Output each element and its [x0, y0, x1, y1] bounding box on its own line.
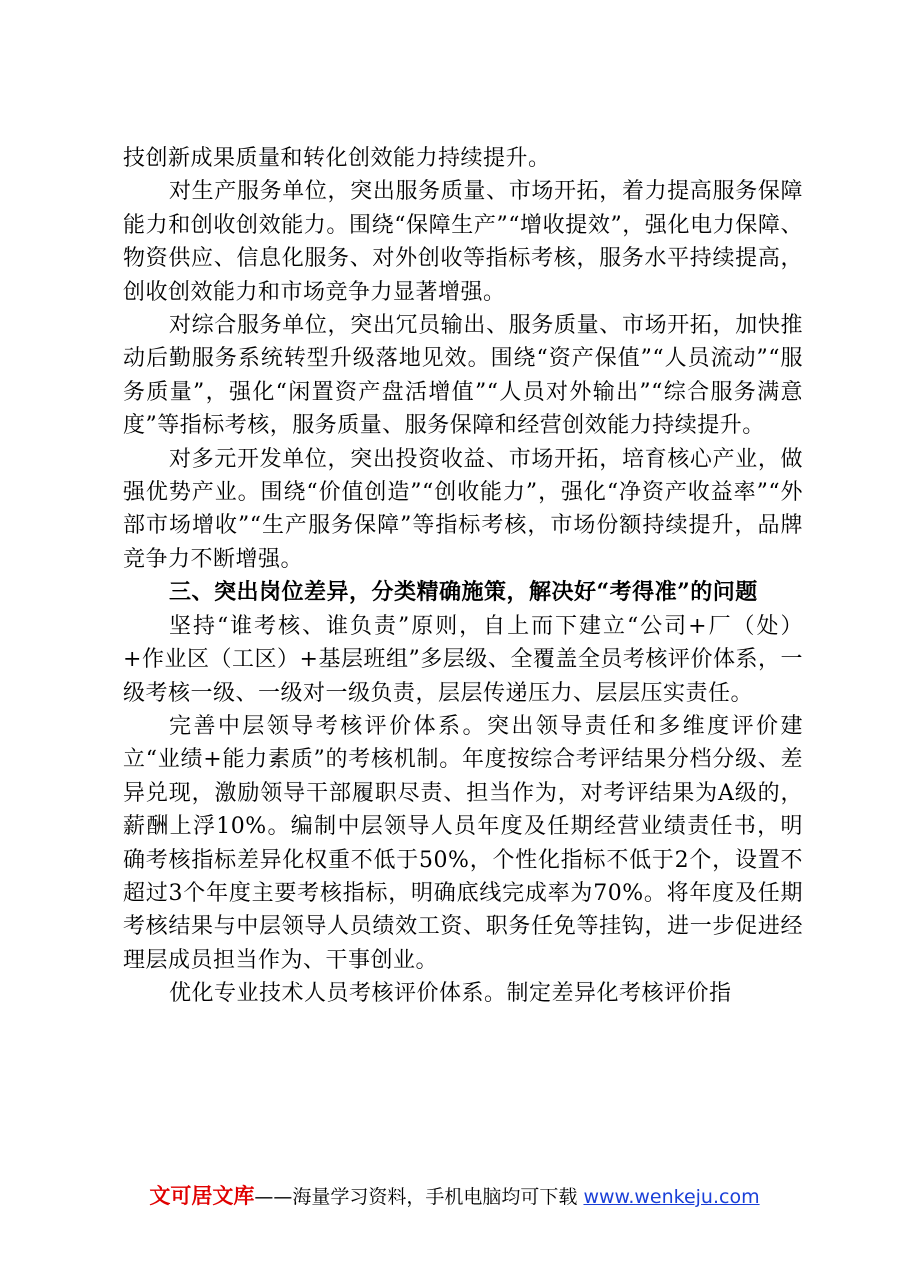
paragraph-responsibility-principle: 坚持“谁考核、谁负责”原则，自上而下建立“公司+厂（处）+作业区（工区）+基层班组”多层级、全覆盖全员考核评价体系，一级考核一级、一级对一级负责，层层传递压力、层层压实责任。: [123, 613, 803, 706]
paragraph-middle-leader-evaluation: 完善中层领导考核评价体系。突出领导责任和多维度评价建立“业绩+能力素质”的考核机制。年度按综合考评结果分档分级、差异兑现，激励领导干部履职尽责、担当作为，对考评结果为A级的，薪酬上浮10%。编制中层领导人员年度及任期经营业绩责任书，明确考核指标差异化权重不低于50%，个性化指标不低于2个，设置不超过3个年度主要考核指标，明确底线完成率为70%。将年度及任期考核结果与中层领导人员绩效工资、职务任免等挂钩，进一步促进经理层成员担当作为、干事创业。: [123, 713, 803, 973]
footer-dash: ——: [254, 1186, 293, 1208]
website-link[interactable]: www.wenkeju.com: [583, 1186, 760, 1208]
paragraph-technical-staff-evaluation: 优化专业技术人员考核评价体系。制定差异化考核评价指: [169, 981, 732, 1007]
paragraph-diversified-development: 对多元开发单位，突出投资收益、市场开拓，培育核心产业，做强优势产业。围绕“价值创造”“创收能力”，强化“净资产收益率”“外部市场增收”“生产服务保障”等指标考核，市场份额持续提升，品牌竞争力不断增强。: [123, 446, 803, 572]
document-body: [123, 142, 803, 1011]
paragraph-continuation: 技创新成果质量和转化创效能力持续提升。: [123, 146, 551, 171]
footer-tagline: 海量学习资料，手机电脑均可下载: [292, 1186, 578, 1208]
paragraph-production-service: 对生产服务单位，突出服务质量、市场开拓，着力提高服务保障能力和创收创效能力。围绕“保障生产”“增收提效”，强化电力保障、物资供应、信息化服务、对外创收等指标考核，服务水平持续提高，创收创效能力和市场竞争力显著增强。: [123, 179, 803, 305]
footer-banner: [0, 1180, 909, 1210]
paragraph-comprehensive-service: 对综合服务单位，突出冗员输出、服务质量、市场开拓，加快推动后勤服务系统转型升级落地见效。围绕“资产保值”“人员流动”“服务质量”，强化“闲置资产盘活增值”“人员对外输出”“综合服务满意度”等指标考核，服务质量、服务保障和经营创效能力持续提升。: [123, 313, 804, 439]
brand-name: 文可居文库: [149, 1184, 255, 1208]
section-heading-three: 三、突出岗位差异，分类精确施策，解决好“考得准”的问题: [169, 579, 758, 606]
